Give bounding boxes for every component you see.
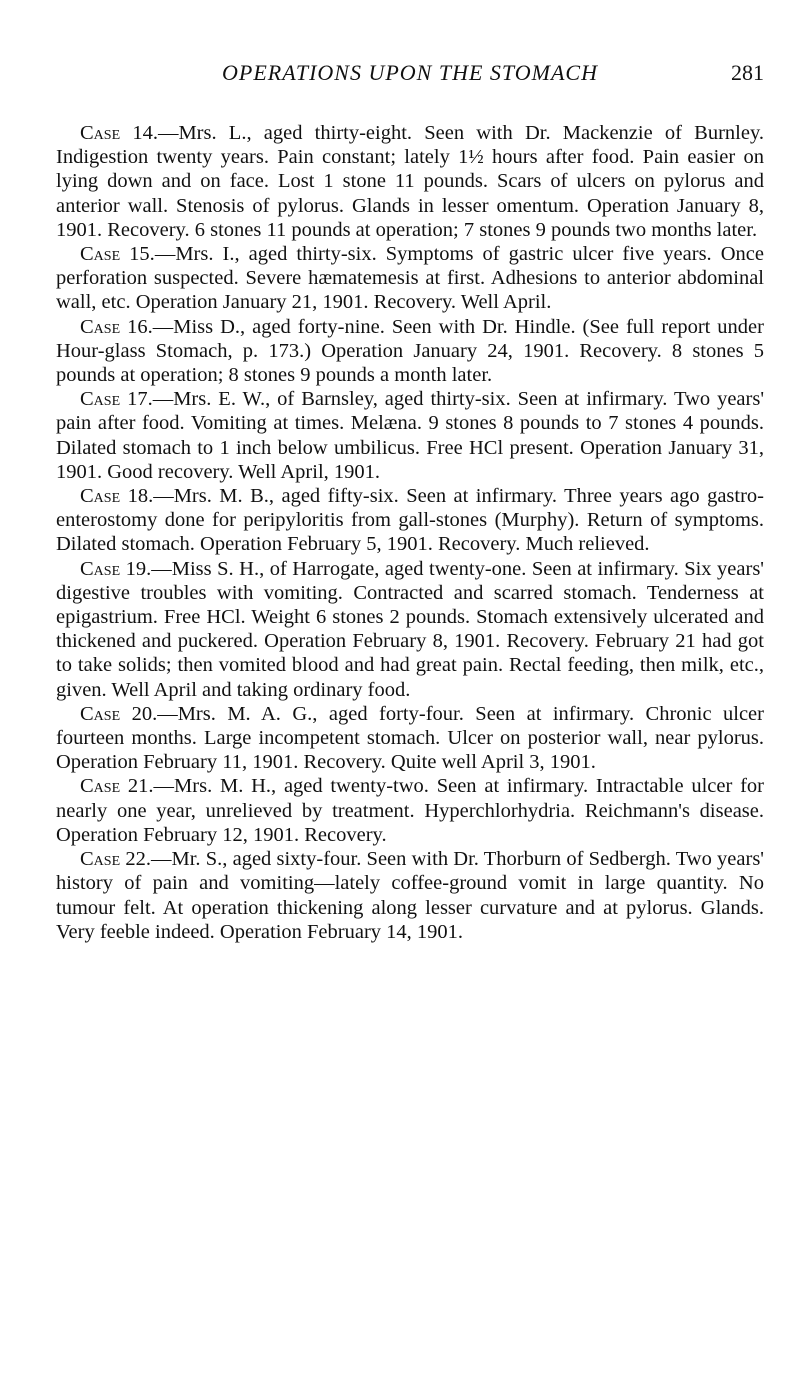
running-head xyxy=(56,58,764,94)
case-text: —Mr. S., aged sixty-four. Seen with Dr. Thorburn of Sedbergh. Two years' history of pain and vomiting—lately coffee-ground vomit in large quantity. No tumour felt. At operation thickening along lesser curvature and at pylorus. Glands. Very feeble indeed. Operation February 14, 1901. xyxy=(56,848,764,943)
running-title: OPERATIONS UPON THE STOMACH xyxy=(222,60,598,85)
case-label: Case 22. xyxy=(80,848,151,871)
case-entry xyxy=(56,774,764,847)
case-label: Case 19. xyxy=(80,557,152,580)
case-label: Case 17. xyxy=(80,388,153,411)
case-label: Case 15. xyxy=(80,243,155,266)
case-text: —Miss D., aged forty-nine. Seen with Dr. Hindle. (See full report under Hour-glass Stomach, p. 173.) Operation January 24, 1901. Recovery. 8 stones 5 pounds at operation; 8 stones 9 pounds a month later. xyxy=(56,315,764,387)
case-text: —Mrs. I., aged thirty-six. Symptoms of gastric ulcer five years. Once perforation suspected. Severe hæmatemesis at first. Adhesions to anterior abdominal wall, etc. Operation January 21, 1901. Recovery. Well April. xyxy=(56,243,764,314)
case-entry xyxy=(56,484,764,557)
case-label: Case 21. xyxy=(80,775,154,798)
case-text: —Mrs. M. A. G., aged forty-four. Seen at infirmary. Chronic ulcer fourteen months. Large incompetent stomach. Ulcer on posterior wall, near pylorus. Operation February 11, 1901. Recovery. Quite well April 3, 1901. xyxy=(56,702,764,774)
case-text: —Mrs. M. H., aged twenty-two. Seen at infirmary. Intractable ulcer for nearly one year, unrelieved by treatment. Hyperchlorhydria. Reichmann's disease. Operation February 12, 1901. Recovery. xyxy=(56,775,764,846)
case-entry xyxy=(56,315,764,388)
case-text: —Mrs. E. W., of Barnsley, aged thirty-six. Seen at infirmary. Two years' pain after food. Vomiting at times. Melæna. 9 stones 8 pounds to 7 stones 4 pounds. Dilated stomach to 1 inch below umbilicus. Free HCl present. Operation January 31, 1901. Good recovery. Well April, 1901. xyxy=(56,388,765,483)
case-text: —Mrs. L., aged thirty-eight. Seen with Dr. Mackenzie of Burnley. Indigestion twenty years. Pain constant; lately 1½ hours after food. Pain easier on lying down and on face. Lost 1 stone 11 pounds. Scars of ulcers on pylorus and anterior wall. Stenosis of pylorus. Glands in lesser omentum. Operation January 8, 1901. Recovery. 6 stones 11 pounds at operation; 7 stones 9 pounds two months later. xyxy=(56,122,765,241)
case-entry xyxy=(56,121,764,242)
case-entry xyxy=(56,702,764,775)
case-entry xyxy=(56,557,764,702)
case-label: Case 20. xyxy=(80,702,158,725)
case-label: Case 18. xyxy=(80,485,154,508)
case-entry xyxy=(56,387,764,484)
case-label: Case 14. xyxy=(80,122,158,144)
case-label: Case 16. xyxy=(80,315,153,338)
case-text: —Mrs. M. B., aged fifty-six. Seen at infirmary. Three years ago gastro-enterostomy done for peripyloritis from gall-stones (Murphy). Return of symptoms. Dilated stomach. Operation February 5, 1901. Recovery. Much relieved. xyxy=(56,485,765,556)
page-number: 281 xyxy=(731,60,764,85)
case-text: —Miss S. H., of Harrogate, aged twenty-one. Seen at infirmary. Six years' digestive troubles with vomiting. Contracted and scarred stomach. Tenderness at epigastrium. Free HCl. Weight 6 stones 2 pounds. Stomach extensively ulcerated and thickened and puckered. Operation February 8, 1901. Recovery. February 21 had got to take solids; then vomited blood and had great pain. Rectal feeding, then milk, etc., given. Well April and taking ordinary food. xyxy=(56,557,764,701)
case-entry xyxy=(56,242,764,315)
case-list xyxy=(56,121,764,944)
case-entry xyxy=(56,847,764,944)
